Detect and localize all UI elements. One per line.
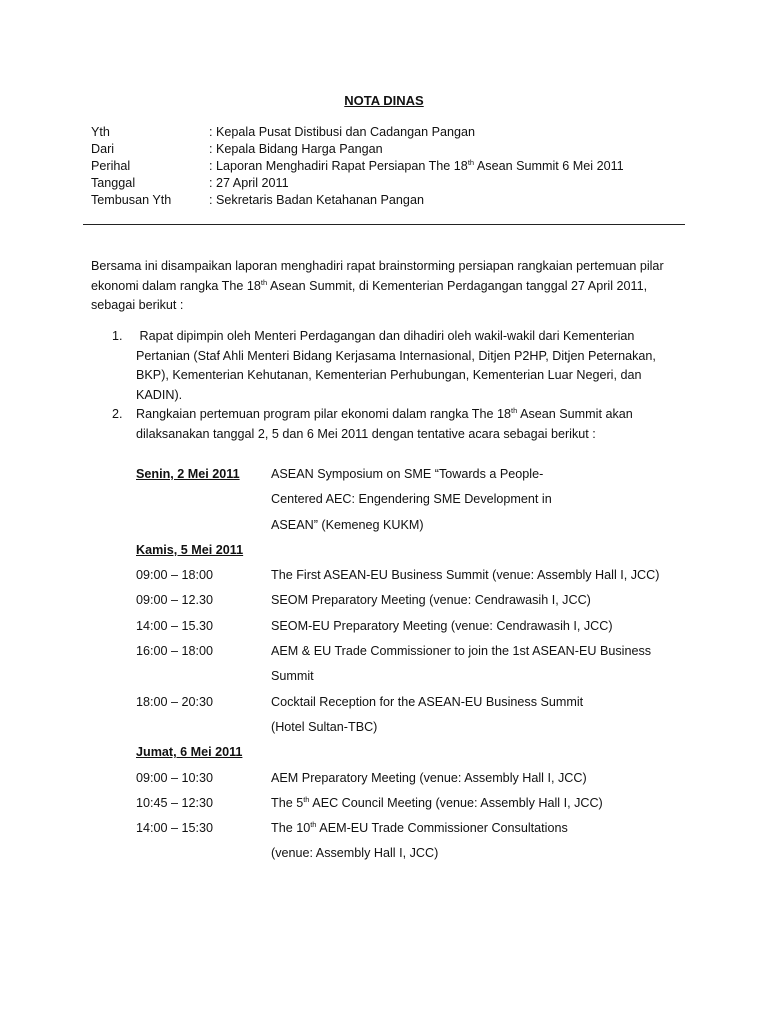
schedule-description xyxy=(271,639,651,664)
header-row xyxy=(91,158,624,175)
header-value xyxy=(209,125,475,139)
text-segment: Rapat dipimpin oleh Menteri Perdagangan dan dihadiri oleh wakil-wakil dari Kementerian xyxy=(136,329,635,343)
intro-line xyxy=(91,296,691,316)
text-segment: Centered AEC: Engendering SME Development in xyxy=(271,492,552,507)
text-segment: Asean Summit, di Kementerian Perdagangan tanggal 27 April 2011, xyxy=(267,278,648,293)
schedule-description xyxy=(271,664,314,689)
schedule-row xyxy=(136,538,656,563)
text-segment: Rangkaian pertemuan program pilar ekonomi dalam rangka The 18 xyxy=(136,407,511,421)
intro-paragraph xyxy=(91,257,691,316)
schedule-row xyxy=(136,588,656,613)
superscript: th xyxy=(467,158,475,167)
schedule-description xyxy=(271,690,583,715)
schedule-description xyxy=(271,588,591,613)
schedule xyxy=(136,462,660,867)
schedule-row xyxy=(136,766,656,791)
schedule-time: 14:00 – 15.30 xyxy=(136,618,214,633)
text-segment: The 10 xyxy=(271,821,311,836)
text-segment: AEC Council Meeting (venue: Assembly Hall I, JCC) xyxy=(309,795,603,810)
schedule-description xyxy=(271,513,424,538)
schedule-time: 10:45 – 12:30 xyxy=(136,795,214,810)
text-segment: dilaksanakan tanggal 2, 5 dan 6 Mei 2011 dengan tentative acara sebagai berikut : xyxy=(136,426,596,441)
schedule-description xyxy=(271,715,377,740)
list-number: 1. xyxy=(112,329,123,343)
text-segment: (venue: Assembly Hall I, JCC) xyxy=(271,846,439,861)
schedule-row xyxy=(136,740,656,765)
schedule-day: Jumat, 6 Mei 2011 xyxy=(136,745,243,760)
schedule-row xyxy=(136,487,656,512)
schedule-description xyxy=(271,841,438,866)
superscript: th xyxy=(260,277,268,287)
schedule-row xyxy=(136,639,656,664)
list-line xyxy=(136,366,682,386)
text-segment: Asean Summit akan xyxy=(517,407,633,421)
schedule-row xyxy=(136,816,656,841)
text-segment: Cocktail Reception for the ASEAN-EU Business Summit xyxy=(271,694,584,709)
schedule-description xyxy=(271,614,613,639)
text-segment: Summit xyxy=(271,669,314,684)
header-row xyxy=(91,175,624,192)
list-line xyxy=(136,425,682,445)
text-segment: : 27 April 2011 xyxy=(209,176,289,190)
header-label: Tembusan Yth xyxy=(91,193,172,207)
text-segment: SEOM-EU Preparatory Meeting (venue: Cendrawasih I, JCC) xyxy=(271,618,613,633)
text-segment: The First ASEAN-EU Business Summit (venue: Assembly Hall I, JCC) xyxy=(271,568,660,583)
memo-header xyxy=(91,124,624,209)
intro-line xyxy=(91,277,691,297)
header-value xyxy=(209,142,383,156)
text-segment: Bersama ini disampaikan laporan menghadiri rapat brainstorming persiapan rangkaian pertemuan pilar xyxy=(91,259,664,273)
list-line xyxy=(136,405,682,425)
text-segment: AEM-EU Trade Commissioner Consultations xyxy=(316,821,568,836)
header-row xyxy=(91,192,624,209)
schedule-time: 09:00 – 18:00 xyxy=(136,568,214,583)
text-segment: KADIN). xyxy=(136,387,183,402)
list-number: 2. xyxy=(112,407,123,421)
numbered-list xyxy=(112,327,682,444)
schedule-time: 18:00 – 20:30 xyxy=(136,694,214,709)
list-item xyxy=(112,327,682,405)
text-segment: BKP), Kementerian Kehutanan, Kementerian Perhubungan, Kementerian Luar Negeri, dan xyxy=(136,368,642,382)
text-segment: : Sekretaris Badan Ketahanan Pangan xyxy=(209,193,424,207)
superscript: th xyxy=(511,406,518,415)
schedule-row xyxy=(136,841,656,866)
text-segment: : Kepala Bidang Harga Pangan xyxy=(209,142,383,156)
schedule-description xyxy=(271,766,587,791)
document-title: NOTA DINAS xyxy=(344,93,424,108)
list-line xyxy=(136,347,682,367)
schedule-time: 09:00 – 10:30 xyxy=(136,770,214,785)
schedule-description xyxy=(271,563,659,588)
list-item xyxy=(112,405,682,444)
text-segment: SEOM Preparatory Meeting (venue: Cendrawasih I, JCC) xyxy=(271,593,591,608)
schedule-row xyxy=(136,791,656,816)
superscript: th xyxy=(310,820,317,830)
schedule-row xyxy=(136,690,656,715)
header-label: Yth xyxy=(91,125,110,139)
text-segment: ASEAN” (Kemeneg KUKM) xyxy=(271,517,424,532)
schedule-time: 09:00 – 12.30 xyxy=(136,593,214,608)
header-label: Tanggal xyxy=(91,176,136,190)
text-segment: AEM Preparatory Meeting (venue: Assembly Hall I, JCC) xyxy=(271,770,587,785)
text-segment: : Laporan Menghadiri Rapat Persiapan The 18 xyxy=(209,159,468,173)
list-line xyxy=(136,386,682,406)
schedule-description xyxy=(271,816,568,841)
header-value xyxy=(209,159,624,173)
text-segment: Pertanian (Staf Ahli Menteri Bidang Kerjasama Internasional, Ditjen P2HP, Ditjen Peternakan, xyxy=(136,348,656,363)
schedule-description xyxy=(271,487,552,512)
header-value xyxy=(209,176,289,190)
header-value xyxy=(209,193,424,207)
text-segment: ASEAN Symposium on SME “Towards a People- xyxy=(271,467,544,481)
header-divider xyxy=(83,224,685,225)
header-label: Perihal xyxy=(91,159,131,173)
text-segment: (Hotel Sultan-TBC) xyxy=(271,719,378,734)
text-segment: ekonomi dalam rangka The 18 xyxy=(91,278,261,293)
schedule-row xyxy=(136,614,656,639)
schedule-row xyxy=(136,664,656,689)
superscript: th xyxy=(303,794,310,804)
text-segment: AEM & EU Trade Commissioner to join the 1st ASEAN-EU Business xyxy=(271,644,652,659)
schedule-time: 16:00 – 18:00 xyxy=(136,644,214,659)
list-line xyxy=(136,327,682,347)
header-row xyxy=(91,141,624,158)
schedule-description xyxy=(271,791,603,816)
text-segment: : Kepala Pusat Distibusi dan Cadangan Pangan xyxy=(209,125,476,139)
intro-line xyxy=(91,257,691,277)
schedule-day: Senin, 2 Mei 2011 xyxy=(136,467,240,481)
schedule-row xyxy=(136,563,660,588)
text-segment: Asean Summit 6 Mei 2011 xyxy=(474,159,624,173)
schedule-row xyxy=(136,513,656,538)
schedule-day: Kamis, 5 Mei 2011 xyxy=(136,542,244,557)
schedule-time: 14:00 – 15:30 xyxy=(136,821,214,836)
text-segment: sebagai berikut : xyxy=(91,298,184,312)
schedule-description xyxy=(271,462,543,487)
header-row xyxy=(91,124,624,141)
text-segment: The 5 xyxy=(271,795,304,810)
schedule-row xyxy=(136,462,656,487)
header-label: Dari xyxy=(91,142,115,156)
schedule-row xyxy=(136,715,656,740)
